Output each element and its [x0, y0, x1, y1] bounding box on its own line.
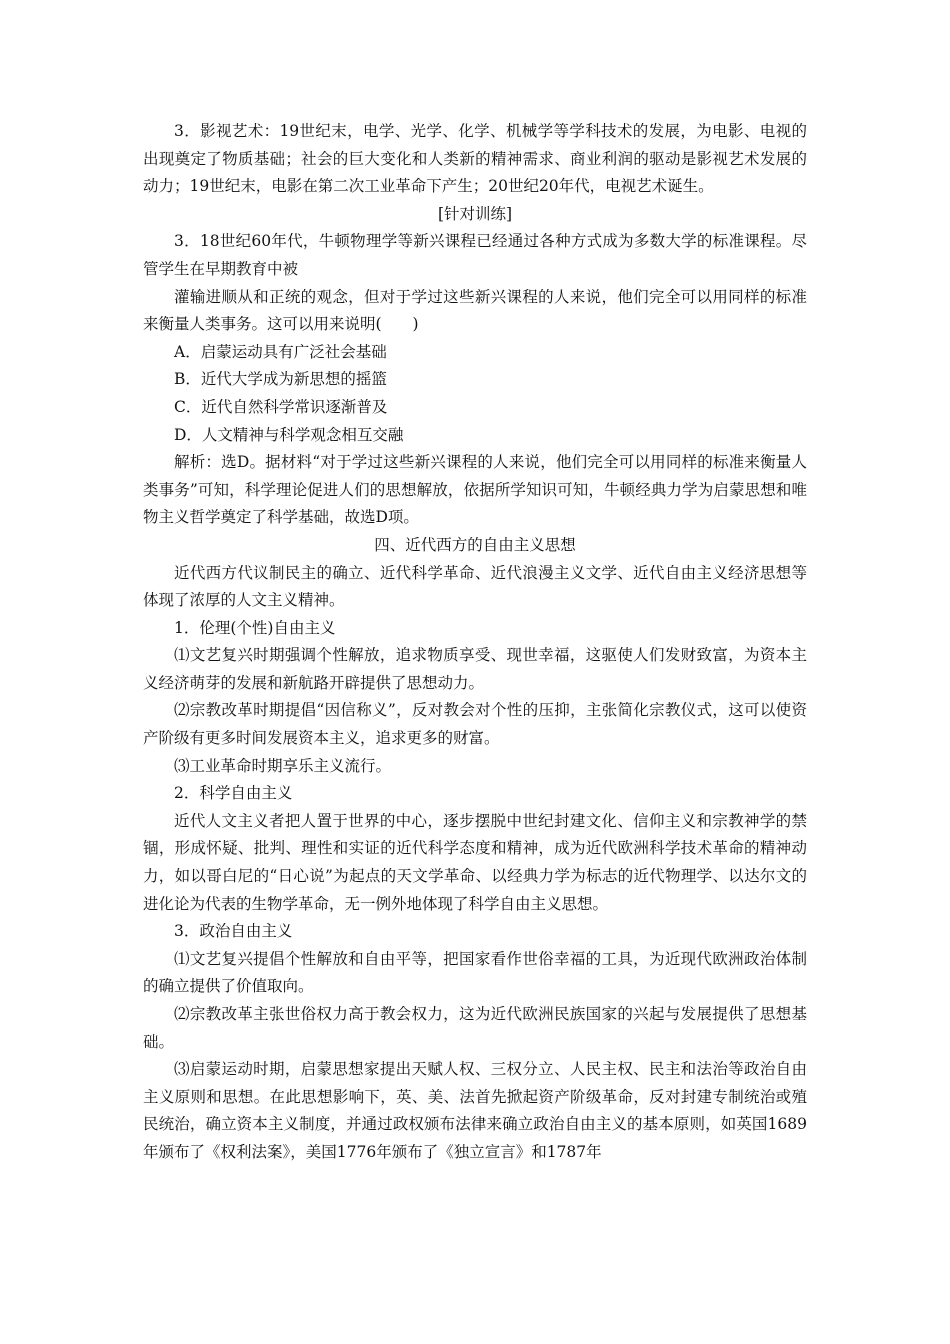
paragraph-political-2: ⑵宗教改革主张世俗权力高于教会权力，这为近代欧洲民族国家的兴起与发展提供了思想基础。 [143, 1005, 807, 1051]
option-b: B．近代大学成为新思想的摇篮 [174, 370, 387, 389]
paragraph-ethical-3: ⑶工业革命时期享乐主义流行。 [174, 756, 392, 775]
option-a: A．启蒙运动具有广泛社会基础 [174, 342, 387, 361]
subheading-ethical-liberalism: 1．伦理(个性)自由主义 [174, 618, 336, 637]
paragraph-scientific: 近代人文主义者把人置于世界的中心，逐步摆脱中世纪封建文化、信仰主义和宗教神学的禁锢，形成怀疑、批判、理性和实证的近代科学态度和精神，成为近代欧洲科学技术革命的精神动力，如以哥白尼的“日心说”为起点的天文学革命、以经典力学为标志的近代物理学、以达尔文的进化论为代表的生物学革命，无一例外地体现了科学自由主义思想。 [143, 811, 807, 913]
paragraph-film-tv-art: 3．影视艺术：19世纪末，电学、光学、化学、机械学等学科技术的发展，为电影、电视的出现奠定了物质基础；社会的巨大变化和人类新的精神需求、商业利润的驱动是影视艺术发展的动力；19世纪末，电影在第二次工业革命下产生；20世纪20年代，电视艺术诞生。 [143, 122, 807, 196]
subheading-political-liberalism: 3．政治自由主义 [174, 922, 293, 941]
question-stem-part1: 3．18世纪60年代，牛顿物理学等新兴课程已经通过各种方式成为多数大学的标准课程。尽管学生在早期教育中被 [143, 232, 807, 278]
paragraph-political-3: ⑶启蒙运动时期，启蒙思想家提出天赋人权、三权分立、人民主权、民主和法治等政治自由主义原则和思想。在此思想影响下，英、美、法首先掀起资产阶级革命，反对封建专制统治或殖民统治，确立资本主义制度，并通过政权颁布法律来确立政治自由主义的基本原则，如英国1689年颁布了《权利法案》，美国1776年颁布了《独立宣言》和1787年 [143, 1060, 807, 1161]
paragraph-political-1: ⑴文艺复兴提倡个性解放和自由平等，把国家看作世俗幸福的工具，为近现代欧洲政治体制的确立提供了价值取向。 [143, 949, 807, 996]
paragraph-ethical-2: ⑵宗教改革时期提倡“因信称义”，反对教会对个性的压抑，主张简化宗教仪式，这可以使资产阶级有更多时间发展资本主义，追求更多的财富。 [143, 701, 807, 748]
paragraph-intro-liberalism: 近代西方代议制民主的确立、近代科学革命、近代浪漫主义文学、近代自由主义经济思想等体现了浓厚的人文主义精神。 [143, 563, 807, 610]
answer-explanation: 解析：选D。据材料“对于学过这些新兴课程的人来说，他们完全可以用同样的标准来衡量人类事务”可知，科学理论促进人们的思想解放，依据所学知识可知，牛顿经典力学为启蒙思想和唯物主义哲学奠定了科学基础，故选D项。 [143, 453, 807, 527]
section-label-targeted-training: [针对训练] [437, 204, 513, 223]
paragraph-ethical-1: ⑴文艺复兴时期强调个性解放，追求物质享受、现世幸福，这驱使人们发财致富，为资本主义经济萌芽的发展和新航路开辟提供了思想动力。 [143, 646, 807, 692]
subheading-scientific-liberalism: 2．科学自由主义 [174, 784, 293, 803]
section-heading-liberalism: 四、近代西方的自由主义思想 [374, 535, 576, 554]
question-stem-part2: 灌输进顺从和正统的观念，但对于学过这些新兴课程的人来说，他们完全可以用同样的标准来衡量人类事务。这可以用来说明( ) [143, 287, 807, 334]
option-d: D．人文精神与科学观念相互交融 [174, 425, 404, 444]
option-c: C．近代自然科学常识逐渐普及 [174, 397, 388, 416]
